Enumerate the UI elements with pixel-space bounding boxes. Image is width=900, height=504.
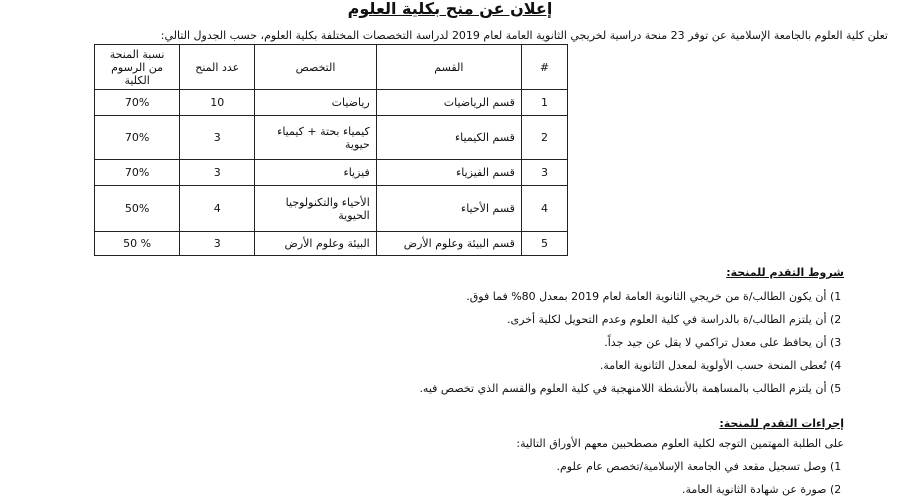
item-text: صورة عن شهادة الثانوية العامة. — [682, 483, 827, 496]
list-item — [150, 458, 850, 481]
table-row — [95, 232, 568, 256]
procedures-list — [150, 458, 850, 504]
table-row — [95, 116, 568, 160]
item-number: 2) — [830, 313, 842, 326]
header-dept: القسم — [376, 45, 521, 90]
cell-dept: قسم الرياضيات — [376, 90, 521, 116]
cell-dept: قسم البيئة وعلوم الأرض — [376, 232, 521, 256]
list-item — [150, 334, 850, 357]
cell-dept: قسم الأحياء — [376, 186, 521, 232]
cell-pct: 50% — [95, 186, 180, 232]
cell-spec: الأحياء والتكنولوجيا الحيوية — [255, 186, 377, 232]
page-title: إعلان عن منح بكلية العلوم — [347, 0, 553, 18]
item-text: وصل تسجيل مقعد في الجامعة الإسلامية/تخصص عام علوم. — [556, 460, 827, 473]
cell-spec: البيئة وعلوم الأرض — [255, 232, 377, 256]
cell-count: 3 — [180, 116, 255, 160]
item-number: 5) — [830, 382, 842, 395]
header-spec: التخصص — [255, 45, 377, 90]
cell-count: 3 — [180, 232, 255, 256]
cell-num: 1 — [521, 90, 567, 116]
item-text: أن يكون الطالب/ة من خريجي الثانوية العامة لعام 2019 بمعدل 80% فما فوق. — [466, 290, 827, 303]
item-number: 2) — [830, 483, 842, 496]
cell-dept: قسم الفيزياء — [376, 160, 521, 186]
cell-pct: 70% — [95, 116, 180, 160]
item-text: تُعطى المنحة حسب الأولوية لمعدل الثانوية العامة. — [599, 359, 827, 372]
table-row — [95, 90, 568, 116]
item-number: 4) — [830, 359, 842, 372]
procedures-title: إجراءات التقدم للمنحة: — [719, 417, 844, 430]
item-text: أن يحافظ على معدل تراكمي لا يقل عن جيد جداً. — [604, 336, 827, 349]
item-number: 1) — [830, 460, 842, 473]
cell-num: 4 — [521, 186, 567, 232]
cell-pct: 50 % — [95, 232, 180, 256]
cell-num: 5 — [521, 232, 567, 256]
item-text: أن يلتزم الطالب بالمساهمة بالأنشطة اللامنهجية في كلية العلوم والقسم الذي تخصص فيه. — [419, 382, 827, 395]
cell-spec: رياضيات — [255, 90, 377, 116]
procedures-lead: على الطلبة المهتمين التوجه لكلية العلوم مصطحبين معهم الأوراق التالية: — [516, 437, 844, 450]
item-text: أن يلتزم الطالب/ة بالدراسة في كلية العلوم وعدم التحويل لكلية أخرى. — [507, 313, 827, 326]
table-header-row — [95, 45, 568, 90]
intro-paragraph: تعلن كلية العلوم بالجامعة الإسلامية عن توفر 23 منحة دراسية لخريجي الثانوية العامة لعام 2019 لدراسة التخصصات المختلفة بكلية العلوم، حسب الجدول التالي: — [160, 29, 888, 42]
conditions-title: شروط التقدم للمنحة: — [726, 266, 844, 279]
table-row — [95, 160, 568, 186]
list-item — [150, 311, 850, 334]
cell-pct: 70% — [95, 90, 180, 116]
list-item — [150, 380, 850, 403]
item-number: 3) — [830, 336, 842, 349]
header-pct: نسبة المنحة من الرسوم الكلية — [95, 45, 180, 90]
list-item — [150, 357, 850, 380]
cell-count: 4 — [180, 186, 255, 232]
header-num: # — [521, 45, 567, 90]
grants-table — [94, 44, 568, 256]
cell-dept: قسم الكيمياء — [376, 116, 521, 160]
header-count: عدد المنح — [180, 45, 255, 90]
cell-count: 3 — [180, 160, 255, 186]
conditions-list — [150, 288, 850, 403]
item-number: 1) — [830, 290, 842, 303]
cell-num: 2 — [521, 116, 567, 160]
cell-num: 3 — [521, 160, 567, 186]
cell-spec: فيزياء — [255, 160, 377, 186]
table-row — [95, 186, 568, 232]
cell-pct: 70% — [95, 160, 180, 186]
list-item — [150, 288, 850, 311]
cell-count: 10 — [180, 90, 255, 116]
cell-spec: كيمياء بحتة + كيمياء حيوية — [255, 116, 377, 160]
